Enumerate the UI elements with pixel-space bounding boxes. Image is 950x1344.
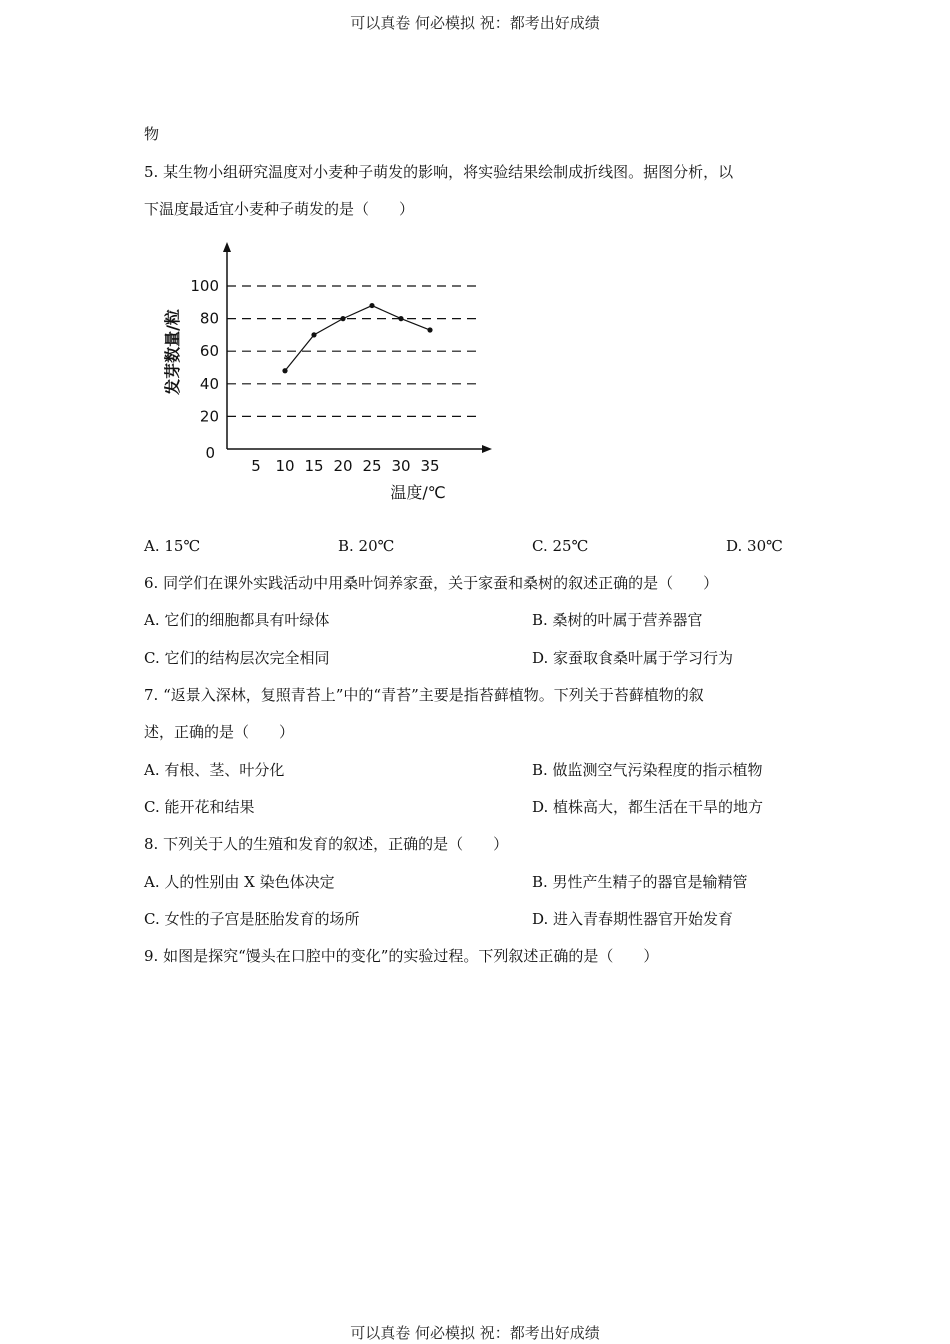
data-point <box>398 316 403 321</box>
q7-option-b[interactable]: B. 做监测空气污染程度的指示植物 <box>532 761 763 779</box>
data-point <box>311 332 316 337</box>
x-tick-label: 30 <box>391 457 411 475</box>
page-header: 可以真卷 何必模拟 祝：都考出好成绩 <box>350 14 600 32</box>
data-point <box>427 327 432 332</box>
page-footer: 可以真卷 何必模拟 祝：都考出好成绩 <box>350 1324 600 1342</box>
q5-option-b[interactable]: B. 20℃ <box>338 537 395 555</box>
q7-stem-line1: 7. “返景入深林，复照青苔上”中的“青苔”主要是指苔藓植物。下列关于苔藓植物的叙 <box>144 686 704 704</box>
y-tick-label: 40 <box>199 374 219 393</box>
x-tick-label: 15 <box>304 457 324 475</box>
data-point <box>340 316 345 321</box>
q5-option-a[interactable]: A. 15℃ <box>144 537 201 555</box>
x-tick-label: 5 <box>251 457 261 475</box>
q6-option-a[interactable]: A. 它们的细胞都具有叶绿体 <box>144 611 330 629</box>
data-point <box>369 303 374 308</box>
x-axis-arrow-icon <box>482 445 492 453</box>
germination-line-chart <box>150 236 510 506</box>
q5-option-d[interactable]: D. 30℃ <box>726 537 783 555</box>
q6-stem: 6. 同学们在课外实践活动中用桑叶饲养家蚕，关于家蚕和桑树的叙述正确的是（ ） <box>144 574 719 592</box>
y-tick-label: 80 <box>199 309 219 328</box>
q6-option-d[interactable]: D. 家蚕取食桑叶属于学习行为 <box>532 649 734 667</box>
series-line <box>285 306 430 371</box>
q8-option-c[interactable]: C. 女性的子宫是胚胎发育的场所 <box>144 910 360 928</box>
q8-option-a[interactable]: A. 人的性别由 X 染色体决定 <box>144 873 335 891</box>
q8-option-b[interactable]: B. 男性产生精子的器官是输精管 <box>532 873 748 891</box>
q8-stem: 8. 下列关于人的生殖和发育的叙述，正确的是（ ） <box>144 835 509 853</box>
y-tick-label: 20 <box>199 407 219 426</box>
q6-option-c[interactable]: C. 它们的结构层次完全相同 <box>144 649 330 667</box>
y-axis-arrow-icon <box>223 242 231 252</box>
carry-over-text: 物 <box>144 125 160 143</box>
x-tick-label: 35 <box>420 457 440 475</box>
q5-stem-line2: 下温度最适宜小麦种子萌发的是（ ） <box>144 200 415 218</box>
x-tick-label: 20 <box>333 457 353 475</box>
q7-option-a[interactable]: A. 有根、茎、叶分化 <box>144 761 285 779</box>
q5-option-c[interactable]: C. 25℃ <box>532 537 589 555</box>
origin-label: 0 <box>205 444 215 462</box>
data-point <box>282 368 287 373</box>
q7-option-d[interactable]: D. 植株高大，都生活在干旱的地方 <box>532 798 764 816</box>
q8-option-d[interactable]: D. 进入青春期性器官开始发育 <box>532 910 734 928</box>
y-tick-label: 100 <box>190 277 219 295</box>
q9-stem: 9. 如图是探究“馒头在口腔中的变化”的实验过程。下列叙述正确的是（ ） <box>144 947 659 965</box>
y-axis-title: 发芽数量/粒 <box>163 309 182 395</box>
x-tick-label: 10 <box>275 457 295 475</box>
q7-stem-line2: 述，正确的是（ ） <box>144 723 295 741</box>
q5-stem-line1: 5. 某生物小组研究温度对小麦种子萌发的影响，将实验结果绘制成折线图。据图分析，以 <box>144 163 734 181</box>
y-tick-label: 60 <box>199 342 219 361</box>
q7-option-c[interactable]: C. 能开花和结果 <box>144 798 255 816</box>
q6-option-b[interactable]: B. 桑树的叶属于营养器官 <box>532 611 703 629</box>
x-axis-title: 温度/℃ <box>390 483 446 502</box>
x-tick-label: 25 <box>362 457 382 475</box>
